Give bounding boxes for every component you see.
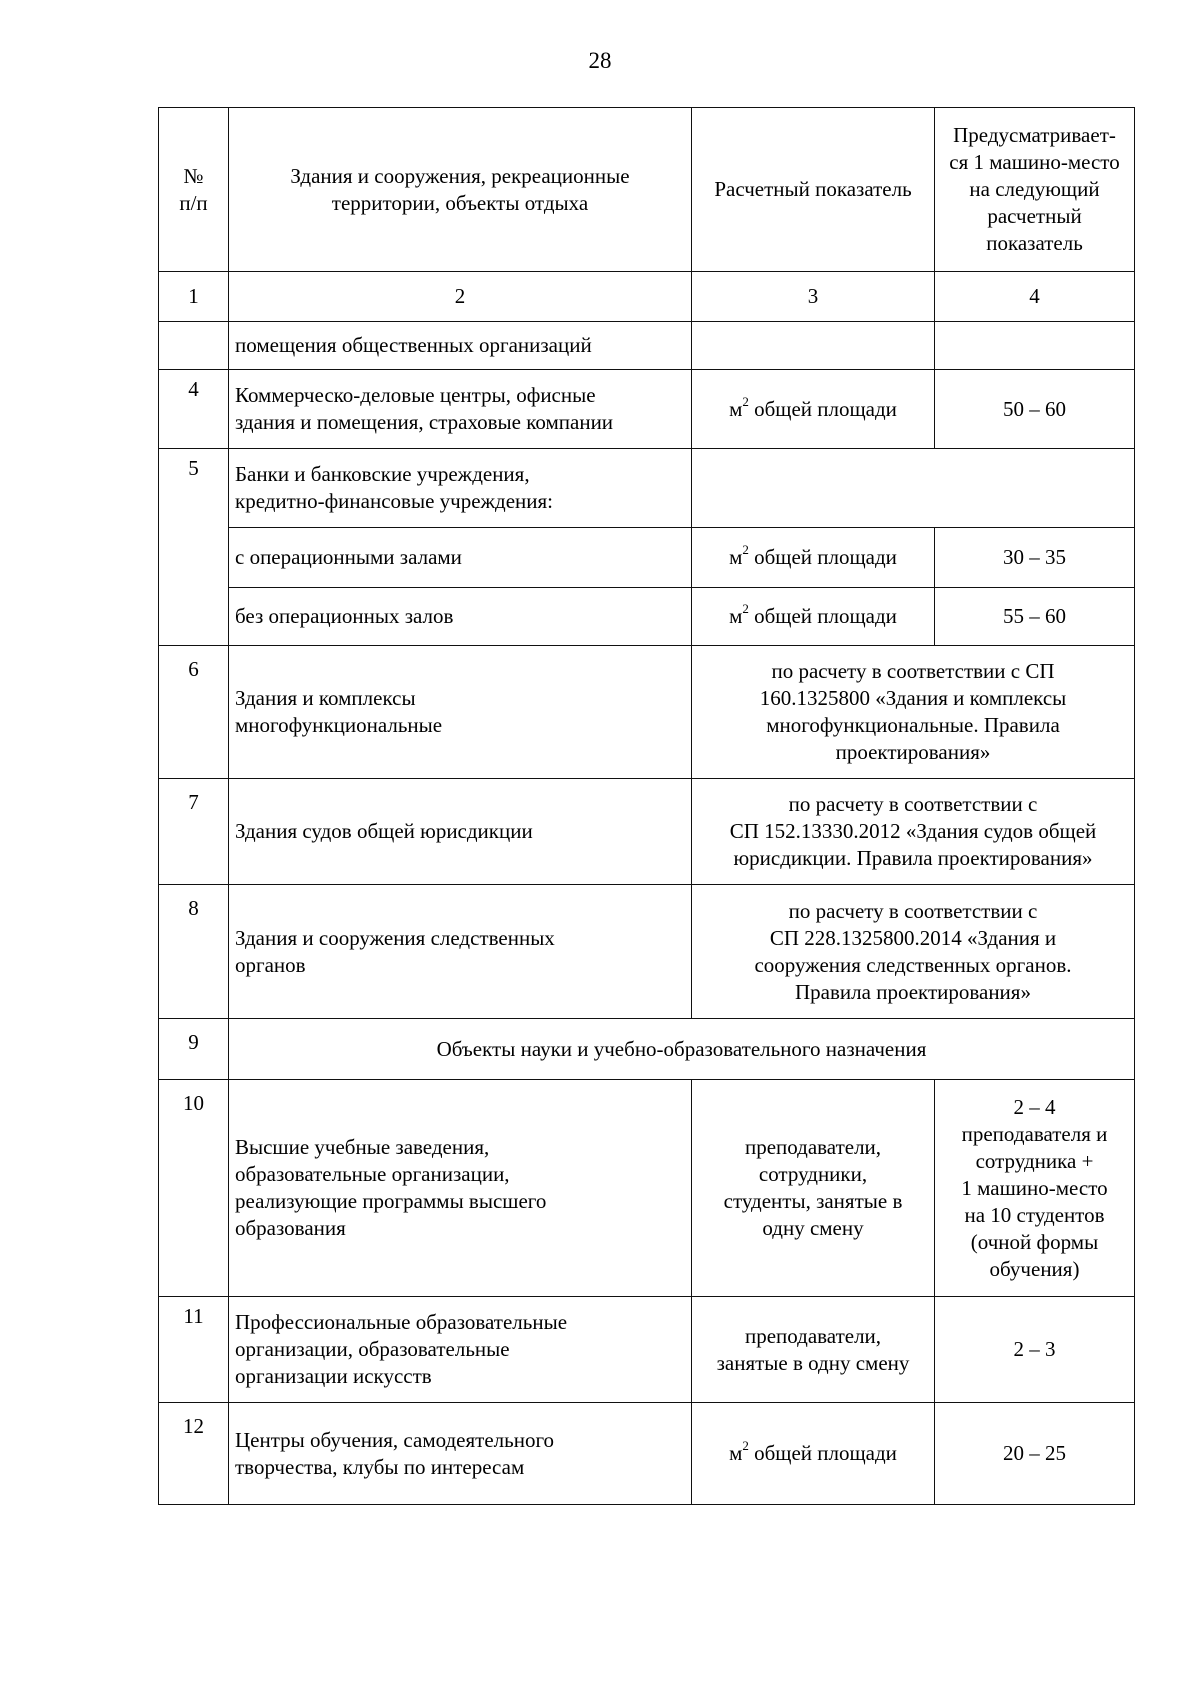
table-row-6 bbox=[159, 646, 1135, 779]
row-number: 8 bbox=[159, 885, 229, 1019]
row-note: по расчету в соответствии с СП 160.1325800 «Здания и комплексы многофункциональные. Правила проектирования» bbox=[692, 646, 1135, 779]
row-name: Здания судов общей юрисдикции bbox=[229, 779, 692, 885]
section-heading: Объекты науки и учебно-образовательного назначения bbox=[229, 1019, 1135, 1080]
col-number-3: 3 bbox=[692, 272, 935, 322]
row-number: 9 bbox=[159, 1019, 229, 1080]
row-indicator: преподаватели, сотрудники, студенты, занятые в одну смену bbox=[692, 1080, 935, 1297]
col-number-2: 2 bbox=[229, 272, 692, 322]
row-number: 5 bbox=[159, 449, 229, 646]
row-indicator: $м^2$ общей площади bbox=[692, 588, 935, 646]
row-indicator: $м^2$ общей площади bbox=[692, 528, 935, 588]
row-indicator: $м^2$ общей площади bbox=[692, 1403, 935, 1505]
row-name: Здания и комплексы многофункциональные bbox=[229, 646, 692, 779]
row-value: 2 – 3 bbox=[935, 1297, 1135, 1403]
row-number: 12 bbox=[159, 1403, 229, 1505]
table-row-11 bbox=[159, 1297, 1135, 1403]
table-row-12 bbox=[159, 1403, 1135, 1505]
page-number: 28 bbox=[588, 48, 612, 73]
table-row-5-sub2 bbox=[159, 588, 1135, 646]
row-note: по расчету в соответствии с СП 152.13330.2012 «Здания судов общей юрисдикции. Правила проектирования» bbox=[692, 779, 1135, 885]
row-value: 50 – 60 bbox=[935, 370, 1135, 449]
header-col-indicator: Расчетный показатель bbox=[692, 108, 935, 272]
table-row-5-sub1 bbox=[159, 528, 1135, 588]
row-indicator: $м^2$ общей площади bbox=[692, 370, 935, 449]
header-col-parking: Предусматривает- ся 1 машино-место на следующий расчетный показатель bbox=[935, 108, 1135, 272]
row-name: Профессиональные образовательные организации, образовательные организации искусств bbox=[229, 1297, 692, 1403]
table-row-5 bbox=[159, 449, 1135, 528]
row-name: Центры обучения, самодеятельного творчества, клубы по интересам bbox=[229, 1403, 692, 1505]
table-row-8 bbox=[159, 885, 1135, 1019]
row-name: Коммерческо-деловые центры, офисные здания и помещения, страховые компании bbox=[229, 370, 692, 449]
table-row-continuation bbox=[159, 322, 1135, 370]
row-name: помещения общественных организаций bbox=[229, 322, 692, 370]
parking-norms-table bbox=[158, 107, 1135, 1505]
row-name: с операционными залами bbox=[229, 528, 692, 588]
row-value: 20 – 25 bbox=[935, 1403, 1135, 1505]
row-indicator: преподаватели, занятые в одну смену bbox=[692, 1297, 935, 1403]
row-value: 30 – 35 bbox=[935, 528, 1135, 588]
header-col-building: Здания и сооружения, рекреационные территории, объекты отдыха bbox=[229, 108, 692, 272]
row-name: Высшие учебные заведения, образовательные организации, реализующие программы высшего образования bbox=[229, 1080, 692, 1297]
column-numbers-row bbox=[159, 272, 1135, 322]
header-row bbox=[159, 108, 1135, 272]
row-number: 6 bbox=[159, 646, 229, 779]
row-name: без операционных залов bbox=[229, 588, 692, 646]
row-number: 11 bbox=[159, 1297, 229, 1403]
table-row-7 bbox=[159, 779, 1135, 885]
col-number-4: 4 bbox=[935, 272, 1135, 322]
row-name: Здания и сооружения следственных органов bbox=[229, 885, 692, 1019]
row-number: 7 bbox=[159, 779, 229, 885]
header-col-number: № п/п bbox=[159, 108, 229, 272]
col-number-1: 1 bbox=[159, 272, 229, 322]
row-name: Банки и банковские учреждения, кредитно-финансовые учреждения: bbox=[229, 449, 692, 528]
row-number: 10 bbox=[159, 1080, 229, 1297]
table-row-10 bbox=[159, 1080, 1135, 1297]
row-number: 4 bbox=[159, 370, 229, 449]
row-value: 55 – 60 bbox=[935, 588, 1135, 646]
table-row-9 bbox=[159, 1019, 1135, 1080]
row-value: 2 – 4 преподавателя и сотрудника + 1 машино-место на 10 студентов (очной формы обучения) bbox=[935, 1080, 1135, 1297]
table-row-4 bbox=[159, 370, 1135, 449]
row-note: по расчету в соответствии с СП 228.1325800.2014 «Здания и сооружения следственных органов. Правила проектирования» bbox=[692, 885, 1135, 1019]
